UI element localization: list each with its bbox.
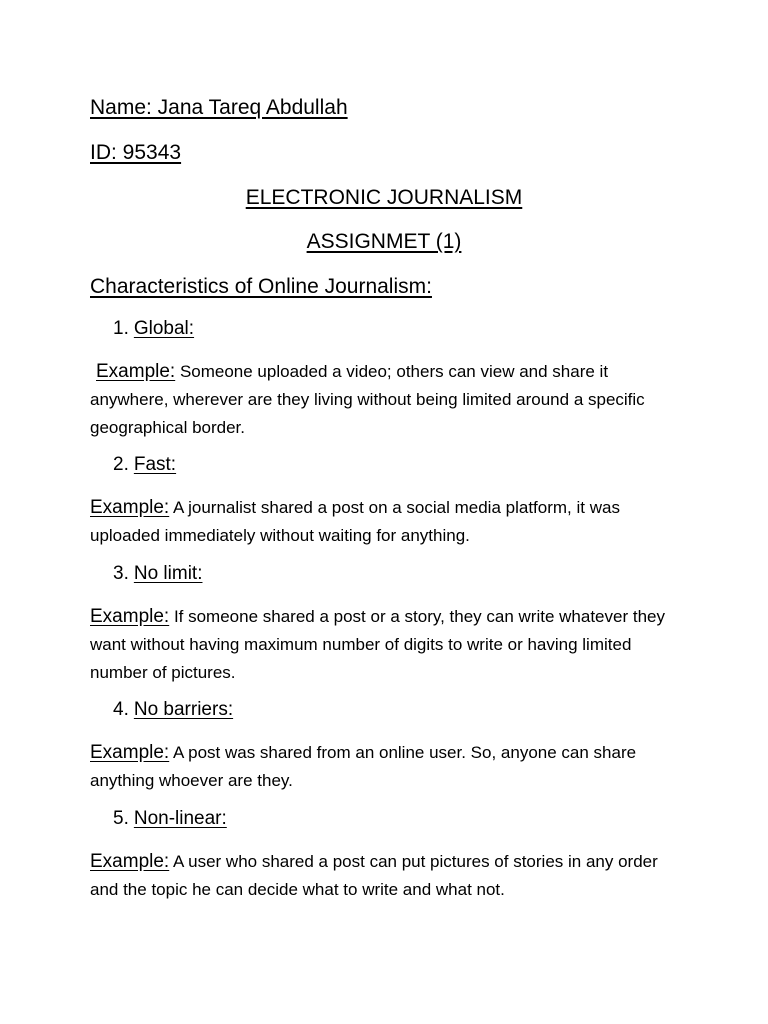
example-label: Example: xyxy=(90,851,170,872)
list-item-no-barriers xyxy=(113,699,233,721)
example-text: A post was shared from an online user. So, anyone can share anything whoever are they. xyxy=(90,743,637,790)
list-item-number: 3. xyxy=(113,563,129,584)
course-title-text: ELECTRONIC JOURNALISM xyxy=(245,186,523,209)
list-item-global xyxy=(113,318,194,340)
example-label: Example: xyxy=(90,497,170,518)
list-item-fast xyxy=(113,454,176,476)
list-item-number: 4. xyxy=(113,699,129,720)
list-item-no-limit xyxy=(113,563,202,585)
example-text: Someone uploaded a video; others can view and share it anywhere, wherever are they living without being limited around a specific geographical border. xyxy=(90,362,645,437)
example-paragraph xyxy=(90,358,690,442)
list-item-title: Non-linear: xyxy=(133,808,227,829)
list-item-title: No limit: xyxy=(133,563,203,584)
list-item-number: 1. xyxy=(113,318,129,339)
example-label: Example: xyxy=(90,742,170,763)
assignment-title xyxy=(0,230,768,254)
student-name: Name: Jana Tareq Abdullah xyxy=(90,96,348,119)
example-label: Example: xyxy=(96,361,176,382)
example-text: If someone shared a post or a story, they can write whatever they want without having maximum number of digits to write or having limited number of pictures. xyxy=(90,607,665,682)
example-text: A user who shared a post can put pictures of stories in any order and the topic he can decide what to write and what not. xyxy=(90,852,658,899)
example-text: A journalist shared a post on a social media platform, it was uploaded immediately without waiting for anything. xyxy=(90,498,620,545)
list-item-title: No barriers: xyxy=(133,699,234,720)
example-paragraph xyxy=(90,494,690,550)
student-id: ID: 95343 xyxy=(90,141,182,164)
list-item-title: Fast: xyxy=(133,454,177,475)
section-heading: Characteristics of Online Journalism: xyxy=(90,275,432,298)
list-item-title: Global: xyxy=(133,318,195,339)
list-item-number: 5. xyxy=(113,808,129,829)
list-item-non-linear xyxy=(113,808,227,830)
list-item-number: 2. xyxy=(113,454,129,475)
example-paragraph xyxy=(90,603,690,687)
assignment-title-text: ASSIGNMET (1) xyxy=(306,230,462,253)
example-paragraph xyxy=(90,739,690,795)
example-label: Example: xyxy=(90,606,170,627)
example-paragraph xyxy=(90,848,690,904)
course-title xyxy=(0,186,768,210)
